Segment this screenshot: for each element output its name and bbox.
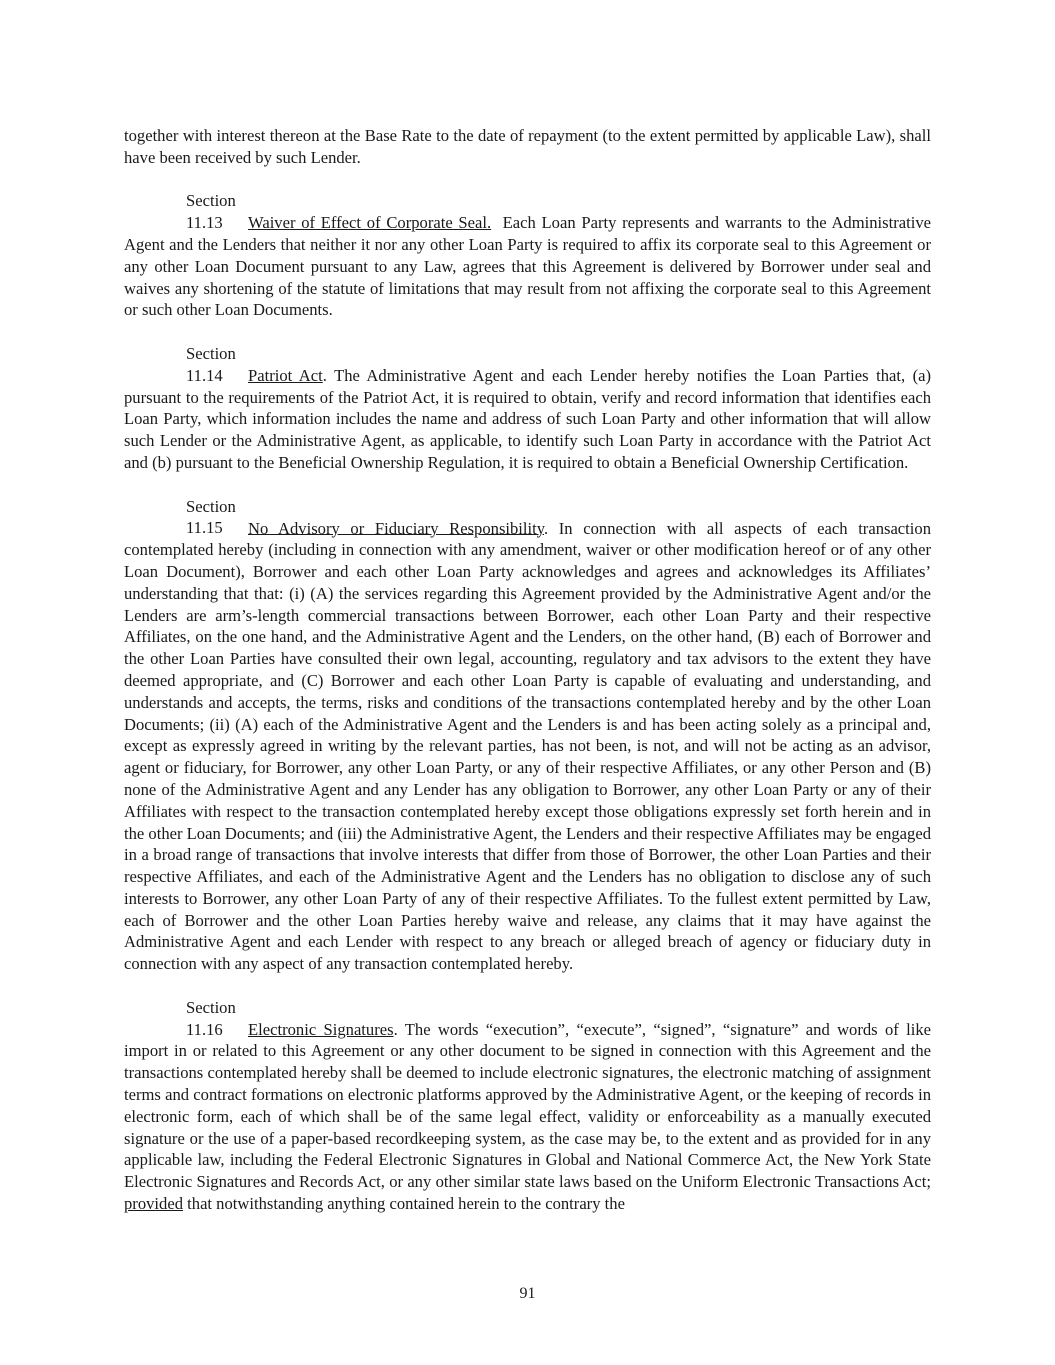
section-title: Electronic Signatures [248, 1019, 394, 1039]
document-body [124, 125, 931, 1237]
section-number: Section 11.14 [186, 343, 236, 385]
provided-term: provided [124, 1194, 183, 1214]
section-text: . The words “execution”, “execute”, “signed”, “signature” and words of like import in or related to this Agreement or any other document to be signed in connection with this Agreement and the transactions contemplated hereby shall be deemed to include electronic signatures, the electronic matching of assignment terms and contract formations on electronic platforms approved by the Administrative Agent, or the keeping of records in electronic form, each of which shall be of the same legal effect, validity or enforceability as a manually executed signature or the use of a paper-based recordkeeping system, as the case may be, to the extent and as provided for in any applicable law, including the Federal Electronic Signatures in Global and National Commerce Act, the New York State Electronic Signatures and Records Act, or any other similar state laws based on the Uniform Electronic Transactions Act; [124, 1019, 931, 1192]
section-11-16 [124, 997, 931, 1215]
section-text: . The Administrative Agent and each Lender hereby notifies the Loan Parties that, (a) pursuant to the requirements of the Patriot Act, it is required to obtain, verify and record information that identifies each Loan Party, which information includes the name and address of such Loan Party and other information that will allow such Lender or the Administrative Agent, as applicable, to identify such Loan Party in accordance with the Patriot Act and (b) pursuant to the Beneficial Ownership Regulation, it is required to obtain a Beneficial Ownership Certification. [124, 365, 931, 472]
section-number: Section 11.16 [186, 997, 236, 1039]
section-number: Section 11.15 [186, 496, 236, 538]
section-text: Each Loan Party represents and warrants to the Administrative Agent and the Lenders that neither it nor any other Loan Party is required to affix its corporate seal to this Agreement or any other Loan Document pursuant to any Law, agrees that this Agreement is delivered by Borrower under seal and waives any shortening of the statute of limitations that may result from not affixing the corporate seal to this Agreement or such other Loan Documents. [124, 213, 931, 320]
section-text: . In connection with all aspects of each transaction contemplated hereby (including in connection with any amendment, waiver or other modification hereof or of any other Loan Document), Borrower and each other Loan Party acknowledges and agrees and acknowledges its Affiliates’ understanding that that: (i) (A) the services regarding this Agreement provided by the Administrative Agent and/or the Lenders are arm’s-length commercial transactions between Borrower, each other Loan Party and their respective Affiliates, on the one hand, and the Administrative Agent and the Lenders, on the other hand, (B) each of Borrower and the other Loan Parties have consulted their own legal, accounting, regulatory and tax advisors to the extent they have deemed appropriate, and (C) Borrower and each other Loan Party is capable of evaluating and understanding, and understands and accepts, the terms, risks and conditions of the transactions contemplated hereby and by the other Loan Documents; (ii) (A) each of the Administrative Agent and the Lenders is and has been acting solely as a principal and, except as expressly agreed in writing by the relevant parties, has not been, is not, and will not be acting as an advisor, agent or fiduciary, for Borrower, any other Loan Party, or any of their respective Affiliates, or any other Person and (B) none of the Administrative Agent and any Lender has any obligation to Borrower, any other Loan Party or any of their Affiliates with respect to the transaction contemplated hereby except those obligations expressly set forth herein and in the other Loan Documents; and (iii) the Administrative Agent, the Lenders and their respective Affiliates may be engaged in a broad range of transactions that involve interests that differ from those of Borrower, the other Loan Parties and their respective Affiliates, and each of the Administrative Agent and the Lenders has no obligation to disclose any of such interests to Borrower, any other Loan Party of any of their respective Affiliates. To the fullest extent permitted by Law, each of Borrower and the other Loan Parties hereby waive and release, any claims that it may have against the Administrative Agent and each Lender with respect to any breach or alleged breach of agency or fiduciary duty in connection with any aspect of any transaction contemplated hereby. [124, 518, 932, 974]
section-number: Section 11.13 [186, 191, 236, 233]
section-title: Patriot Act [248, 365, 323, 385]
section-text-tail: that notwithstanding anything contained herein to the contrary the [187, 1194, 625, 1214]
section-11-13 [124, 190, 931, 321]
section-11-15 [124, 496, 931, 976]
section-title: Waiver of Effect of Corporate Seal. [248, 213, 492, 233]
page-number: 91 [519, 1285, 536, 1302]
section-title: No Advisory or Fiduciary Responsibility [248, 518, 544, 538]
section-11-14 [124, 343, 931, 474]
continuation-paragraph: together with interest thereon at the Base Rate to the date of repayment (to the extent permitted by applicable Law), shall have been received by such Lender. [124, 126, 931, 167]
